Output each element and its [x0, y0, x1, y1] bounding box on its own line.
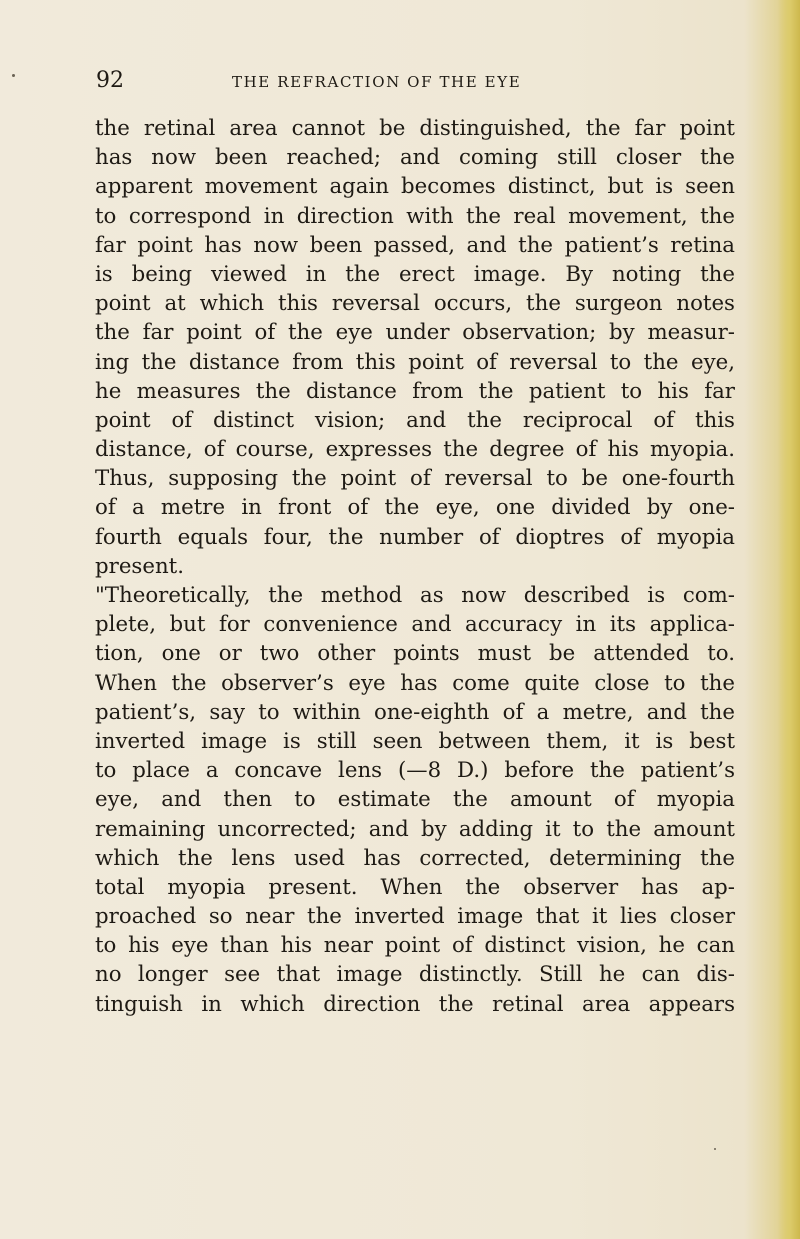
text-line: of a metre in front of the eye, one divided by one-: [95, 495, 735, 521]
text-line: proached so near the inverted image that it lies closer: [95, 904, 735, 930]
text-line: point of distinct vision; and the reciprocal of this: [95, 407, 735, 433]
text-line: is being viewed in the erect image. By noting the: [95, 261, 735, 287]
text-line: present.: [95, 553, 184, 579]
text-line: Thus, supposing the point of reversal to be one-fourth: [95, 466, 735, 492]
running-head: THE REFRACTION OF THE EYE: [232, 73, 522, 91]
text-line: eye, and then to estimate the amount of myopia: [95, 787, 735, 813]
text-line: distance, of course, expresses the degree of his myopia.: [95, 437, 735, 463]
scan-speck: [714, 1148, 716, 1150]
text-line: the far point of the eye under observation; by measur-: [95, 320, 735, 346]
text-line: ing the distance from this point of reversal to the eye,: [95, 349, 735, 375]
text-line: "Theoretically, the method as now described is com-: [95, 583, 735, 608]
text-line: he measures the distance from the patient to his far: [95, 378, 735, 404]
text-line: fourth equals four, the number of dioptres of myopia: [95, 524, 735, 550]
text-line: remaining uncorrected; and by adding it to the amount: [95, 816, 735, 842]
text-line: to his eye than his near point of distinct vision, he can: [95, 933, 735, 959]
text-line: apparent movement again becomes distinct, but is seen: [95, 174, 735, 200]
text-line: has now been reached; and coming still closer the: [95, 145, 735, 171]
text-line: tinguish in which direction the retinal area appears: [95, 991, 735, 1017]
text-line: the retinal area cannot be distinguished, the far point: [95, 116, 735, 141]
text-line: plete, but for convenience and accuracy in its applica-: [95, 612, 735, 638]
text-line: inverted image is still seen between them, it is best: [95, 728, 735, 754]
body-text: [95, 114, 735, 1019]
text-line: point at which this reversal occurs, the surgeon notes: [95, 291, 735, 317]
text-line: no longer see that image distinctly. Still he can dis-: [95, 962, 735, 988]
page-edge-discoloration: [778, 0, 800, 1239]
text-line: to place a concave lens (—8 D.) before the patient’s: [95, 758, 735, 784]
text-line: tion, one or two other points must be attended to.: [95, 641, 735, 667]
page-header: [0, 68, 800, 98]
text-line: patient’s, say to within one-eighth of a metre, and the: [95, 699, 735, 725]
page-number: 92: [96, 68, 124, 93]
text-line: total myopia present. When the observer has ap-: [95, 874, 735, 900]
text-line: far point has now been passed, and the patient’s retina: [95, 232, 735, 258]
text-line: which the lens used has corrected, determining the: [95, 845, 735, 871]
text-line: When the observer’s eye has come quite close to the: [95, 670, 735, 696]
text-line: to correspond in direction with the real movement, the: [95, 203, 735, 229]
